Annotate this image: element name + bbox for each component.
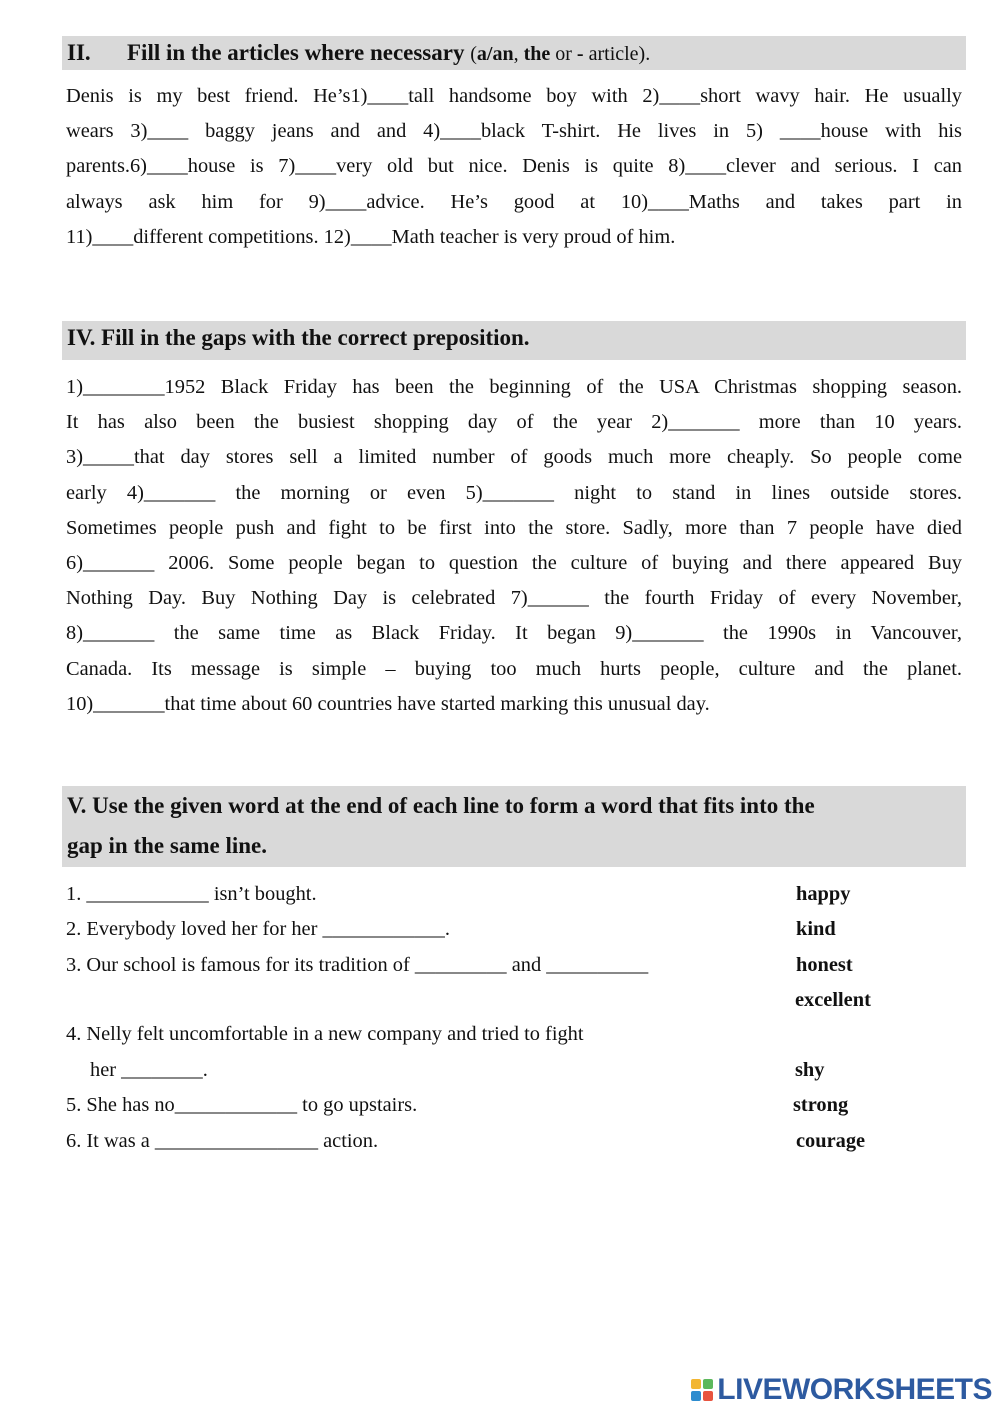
exercise-item-6: 6. It was a ________________ action. <box>66 1130 379 1152</box>
logo-mark-icon <box>691 1379 713 1401</box>
given-word-courage: courage <box>796 1130 866 1152</box>
section-2-number: II. <box>67 40 91 65</box>
section-5-header <box>62 786 966 867</box>
given-word-happy: happy <box>796 883 851 905</box>
liveworksheets-logo <box>691 1373 992 1407</box>
section-2-title: Fill in the articles where necessary <box>127 40 465 65</box>
section-4-line: Nothing Day. Buy Nothing Day is celebrated 7)______ the fourth Friday of every November, <box>66 587 962 610</box>
section-2-line: 11)____different competitions. 12)____Math teacher is very proud of him. <box>66 225 676 248</box>
given-word-kind: kind <box>796 918 836 940</box>
exercise-item-2: 2. Everybody loved her for her ____________. <box>66 918 450 940</box>
section-4-header <box>62 321 966 360</box>
section-4-line: Canada. Its message is simple – buying too much hurts people, culture and the planet. <box>66 657 962 680</box>
exercise-item-4-continued: her ________. <box>90 1059 208 1081</box>
section-4-line: Sometimes people push and fight to be first into the store. Sadly, more than 7 people have died <box>66 516 962 539</box>
section-4-line: 6)_______ 2006. Some people began to question the culture of buying and there appeared Buy <box>66 551 962 574</box>
given-word-honest: honest <box>796 954 853 976</box>
section-4-line: 1)________1952 Black Friday has been the beginning of the USA Christmas shopping season. <box>66 376 962 398</box>
section-4-line: 8)_______ the same time as Black Friday. It began 9)_______ the 1990s in Vancouver, <box>66 622 962 645</box>
section-2-options: (a/an, the or - article). <box>470 43 651 65</box>
logo-square <box>703 1391 713 1401</box>
logo-text: LIVEWORKSHEETS <box>717 1373 992 1406</box>
section-2-line: wears 3)____ baggy jeans and and 4)____black T-shirt. He lives in 5) ____house with his <box>66 120 962 143</box>
logo-square <box>691 1391 701 1401</box>
logo-square <box>703 1379 713 1389</box>
section-4-line: 10)_______that time about 60 countries have started marking this unusual day. <box>66 692 710 715</box>
exercise-item-4: 4. Nelly felt uncomfortable in a new company and tried to fight <box>66 1023 584 1045</box>
section-2-text <box>66 79 962 255</box>
section-4-text <box>66 370 962 722</box>
exercise-item-3: 3. Our school is famous for its tradition of _________ and __________ <box>66 954 649 976</box>
section-5-title-line-2: gap in the same line. <box>67 833 267 858</box>
section-4-line: early 4)_______ the morning or even 5)_______ night to stand in lines outside stores. <box>66 481 962 504</box>
section-2-line: Denis is my best friend. He’s1)____tall handsome boy with 2)____short wavy hair. He usually <box>66 85 962 107</box>
section-4-title: IV. Fill in the gaps with the correct preposition. <box>67 325 530 350</box>
given-word-shy: shy <box>795 1059 825 1081</box>
section-4-line: 3)_____that day stores sell a limited number of goods much more cheaply. So people come <box>66 446 962 469</box>
given-word-excellent: excellent <box>795 989 871 1011</box>
given-word-strong: strong <box>793 1094 849 1116</box>
section-2-header <box>62 36 966 70</box>
logo-square <box>691 1379 701 1389</box>
section-2-line: parents.6)____house is 7)____very old but nice. Denis is quite 8)____clever and serious. I can <box>66 155 962 178</box>
exercise-item-5: 5. She has no____________ to go upstairs. <box>66 1094 418 1116</box>
section-4-line: It has also been the busiest shopping day of the year 2)_______ more than 10 years. <box>66 411 962 434</box>
section-5-title-line-1: V. Use the given word at the end of each line to form a word that fits into the <box>67 793 815 818</box>
exercise-item-1: 1. ____________ isn’t bought. <box>66 883 317 905</box>
section-2-line: always ask him for 9)____advice. He’s good at 10)____Maths and takes part in <box>66 190 962 213</box>
